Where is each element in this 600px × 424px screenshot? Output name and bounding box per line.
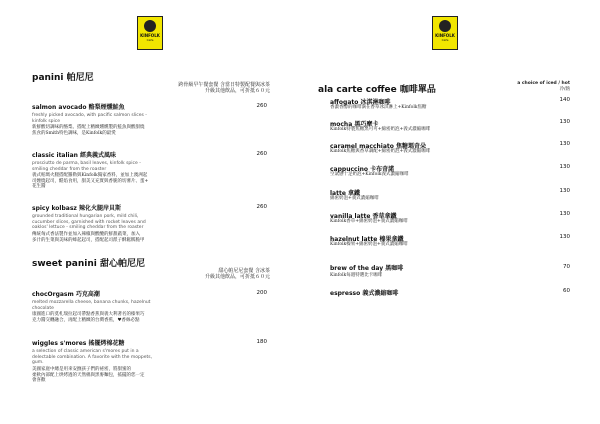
menu-item-description-zh: 康國進口的莫札瑞拉起司帶點香蕉與義大利著名的榛果巧 克力醬交纏融合，再配上精緻的台灣香蕉，♥香絲必點 <box>32 312 145 323</box>
logo-subtext: Cafe <box>146 38 154 42</box>
menu-item-description-zh: 義式帕瑪火腿搭配羅勒與Kinfolk獨家香料，並加上澳洲起 司煙燒起司，酷焰食用，甜美又充實與香脆的切薯片、蛋+ 花生醬 <box>32 173 149 190</box>
coffee-item-caramel-macchiato: caramel macchiato 焦糖瑪奇朵 <box>330 143 426 150</box>
logo-text: KINFOLK <box>140 33 160 38</box>
panini-set-note: 跨骨級早午餐套餐 含當日特製配餐與冰茶 升級其他飲品，可折抵６０元 <box>178 82 270 94</box>
menu-item-description: freshly picked avocado, with pacific salmon slices - kinfolk spice <box>32 113 147 124</box>
menu-item-chocorgasm: chocOrgasm 巧克高潮 <box>32 291 100 298</box>
menu-item-price: 260 <box>256 204 267 210</box>
coffee-section-title: ala carte coffee 咖啡單品 <box>318 85 436 95</box>
right-menu-page <box>300 0 600 424</box>
coffee-item-description: Kinfolk香草+綿密奶泡+義式濃縮咖啡 <box>330 219 408 224</box>
coffee-item-price: 130 <box>559 164 570 170</box>
coffee-item-espresso: espresso 義式濃縮咖啡 <box>330 290 399 297</box>
menu-item-description-zh: 新鮮酸切調味的酪梨、搭配上精緻燻燻製的鮭魚與酸甜燒 焦食的Smith特色調味，是Kinfolk的最愛 <box>32 125 145 136</box>
coffee-item-affogato: affogato 冰淇淋咖啡 <box>330 99 391 106</box>
coffee-item-description: Kinfolk每週特選比卡咖啡 <box>330 273 383 278</box>
coffee-item-description: Kinfolk榛果+綿密奶泡+義式濃縮咖啡 <box>330 242 408 247</box>
menu-item-price: 180 <box>256 339 267 345</box>
coffee-item-description: 香濃香醇的咖啡滴在香草冰淇淋上+Kinfolk焦糖 <box>330 105 427 110</box>
iced-hot-note: a choice of iced / hot 冷/熱 <box>517 81 570 92</box>
coffee-item-description: Kinfolk焦糖與香草調配+綿密奶泡+義式濃縮咖啡 <box>330 149 431 154</box>
coffee-item-vanilla-latte: vanilla latte 香草拿鐵 <box>330 213 397 220</box>
coffee-item-price: 60 <box>563 288 570 294</box>
coffee-item-hazelnut-latte: hazelnut latte 榛果拿鐵 <box>330 236 404 243</box>
coffee-item-latte: latte 拿鐵 <box>330 190 361 197</box>
menu-item-wiggles-smores: wiggles s'mores 搖擺烤棉花糖 <box>32 340 125 347</box>
coffee-item-price: 130 <box>559 234 570 240</box>
menu-item-spicy-kolbasz: spicy kolbasz 辣化火腿岸貝斯 <box>32 205 121 212</box>
coffee-item-price: 130 <box>559 141 570 147</box>
kinfolk-logo <box>137 16 163 50</box>
coffee-item-brew-of-the-day: brew of the day 黑咖啡 <box>330 265 404 272</box>
coffee-item-description: 綿密奶泡+義式濃縮咖啡 <box>330 196 379 201</box>
menu-item-description: a selection of classic american s'mores put in a delectable combination. A favorite with the moppets, gum. <box>32 349 153 366</box>
sweet-panini-set-note: 甜心帕尼尼套餐 含冰茶 升級其他飲品，可折抵６０元 <box>204 268 270 280</box>
coffee-item-price: 140 <box>559 97 570 103</box>
menu-item-description: melted mozzarella cheese, banana chunks, hazelnut chocolate <box>32 300 151 311</box>
menu-item-price: 260 <box>256 103 267 109</box>
logo-text: KINFOLK <box>435 33 455 38</box>
coffee-item-cappuccino: cappuccino 卡布奇諾 <box>330 166 395 173</box>
logo-emblem-icon <box>439 20 451 32</box>
menu-item-description: prosciutto de parma, basil leaves, kinfolk spice - smiling cheddar from the roaster <box>32 161 141 172</box>
menu-item-description-zh: 傳統匈式香法製作並加入辣椒與酸醃的鮮甜蔬菜，加入 多汁的生菜與美味的蜂起起司，搭配起司派子酥鬆糯脆甲 <box>32 232 145 243</box>
coffee-item-price: 70 <box>563 264 570 270</box>
coffee-item-description: 空氣感十足奶泡+Kinfolk義式濃縮咖啡 <box>330 172 409 177</box>
menu-item-price: 260 <box>256 151 267 157</box>
panini-section-title: panini 帕尼尼 <box>32 73 94 83</box>
menu-item-description: grounded traditional hungarian pork, mild chili, cucumber slices, garnished with rocket leaves and oaklos' lettuce - smiling cheddar from the roaster <box>32 214 146 231</box>
coffee-item-price: 130 <box>559 119 570 125</box>
menu-item-price: 200 <box>256 290 267 296</box>
menu-item-salmon-avocado: salmon avocado 酪梨煙燻鮭魚 <box>32 104 125 111</box>
menu-item-classic-italian: classic italian 經典義式風味 <box>32 152 117 159</box>
menu-item-description-zh: 美國家庭中總是用來安撫孩子們的祕密，將甜蜜的 柔軟內部配上烘烤過的天然棉與黑麥麵包，搖擺的您一定 會喜歡 <box>32 367 145 384</box>
sweet-panini-section-title: sweet panini 甜心帕尼尼 <box>32 259 145 269</box>
coffee-item-price: 130 <box>559 211 570 217</box>
kinfolk-logo <box>432 16 458 50</box>
coffee-item-mocha: mocha 黑巧摩卡 <box>330 121 379 128</box>
coffee-item-price: 130 <box>559 188 570 194</box>
coffee-item-description: Kinfolk特製焦糖黑可可+綿密奶泡+義式濃縮咖啡 <box>330 127 431 132</box>
logo-emblem-icon <box>144 20 156 32</box>
logo-subtext: Cafe <box>441 38 449 42</box>
